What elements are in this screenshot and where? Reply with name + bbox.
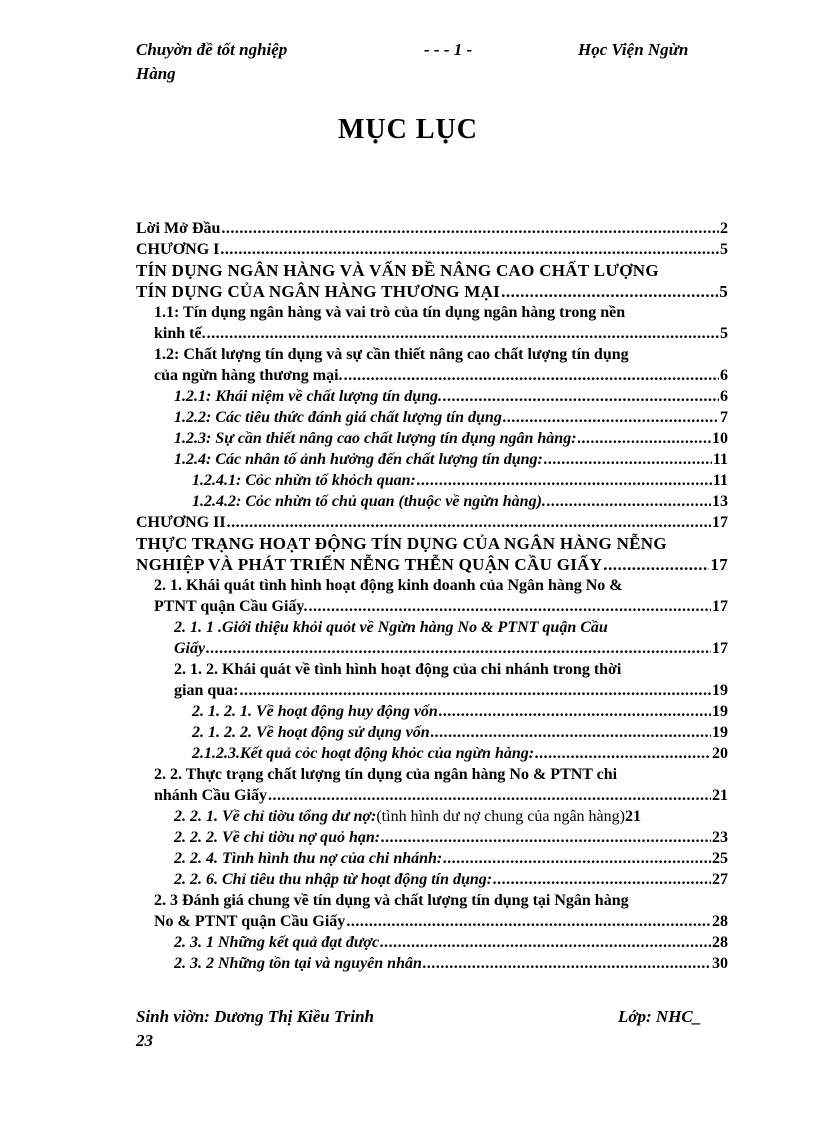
toc-entry-section[interactable]: 1.2: Chất lượng tín dụng và sự cần thiết nâng cao chất lượng tín dụng của ngừn hàng thương mại. ..... 6 bbox=[136, 344, 728, 386]
toc-page: 11 bbox=[712, 472, 728, 489]
toc-page: 19 bbox=[712, 703, 728, 720]
toc-page: 10 bbox=[712, 430, 728, 447]
toc-page: 17 bbox=[712, 640, 728, 657]
toc-entry-subsection[interactable]: 1.2.1: Khái niệm về chất lượng tín dụng. ..... 6 bbox=[136, 386, 728, 407]
toc-page: 28 bbox=[712, 913, 728, 930]
toc-page: 17 bbox=[712, 514, 728, 531]
toc-page: 5 bbox=[720, 325, 728, 342]
toc-page: 17 bbox=[710, 555, 728, 574]
toc-page: 27 bbox=[712, 871, 728, 888]
toc-entry-subsubsection[interactable]: 2.1.2.3.Kết quả cỏc hoạt động khỏc của ngừn hàng: ..... 20 bbox=[136, 743, 728, 764]
toc-entry-section[interactable]: 2. 1. Khái quát tình hình hoạt động kinh doanh của Ngân hàng No & PTNT quận Cầu Giấy. ..... 17 bbox=[136, 575, 728, 617]
toc-entry-subsection[interactable]: 1.2.3: Sự cần thiết nâng cao chất lượng tín dụng ngân hàng: ..... 10 bbox=[136, 428, 728, 449]
toc-page: 28 bbox=[712, 934, 728, 951]
toc-page: 6 bbox=[720, 388, 728, 405]
header-right: Học Viện Ngừn bbox=[578, 40, 689, 59]
toc-entry-chapter-title[interactable]: THỰC TRẠNG HOẠT ĐỘNG TÍN DỤNG CỦA NGÂN HÀNG NỄNG NGHIỆP VÀ PHÁT TRIỂN NỄNG THỄN QUẬN CẦU GIẤY ..... 17 bbox=[136, 533, 728, 575]
toc-entry-subsection[interactable]: 2. 2. 4. Tình hình thu nợ của chi nhánh: ..... 25 bbox=[136, 848, 728, 869]
toc-page: 25 bbox=[712, 850, 728, 867]
toc-page: 17 bbox=[712, 598, 728, 615]
page-footer bbox=[136, 1005, 716, 1053]
toc-entry-subsection[interactable]: 2. 2. 1. Về chỉ tiờu tổng dư nợ: (tình hình dư nợ chung của ngân hàng) 21 bbox=[174, 808, 641, 825]
toc-entry-subsubsection[interactable]: 1.2.4.1: Cỏc nhừn tố khỏch quan: ..... 11 bbox=[136, 470, 728, 491]
toc-entry-subsection[interactable]: 1.2.2: Các tiêu thức đánh giá chất lượng tín dụng ..... 7 bbox=[136, 407, 728, 428]
toc-page: 30 bbox=[712, 955, 728, 972]
page-title: MỤC LỤC bbox=[338, 114, 478, 145]
toc-page: 20 bbox=[712, 745, 728, 762]
header-left: Chuyờn đề tốt nghiệp bbox=[136, 40, 288, 59]
toc-entry-subsection[interactable]: 2. 2. 6. Chỉ tiêu thu nhập từ hoạt động tín dụng: ..... 27 bbox=[136, 869, 728, 890]
toc-entry-subsection[interactable]: 2. 3. 2 Những tồn tại và nguyên nhân ..... 30 bbox=[136, 953, 728, 974]
toc-entry-subsubsection[interactable]: 2. 1. 2. 2. Về hoạt động sử dụng vốn ..... 19 bbox=[136, 722, 728, 743]
page-number: - - - 1 - bbox=[424, 40, 473, 59]
toc-entry-subsubsection[interactable]: 2. 1. 2. 1. Về hoạt động huy động vốn ..... 19 bbox=[136, 701, 728, 722]
footer-class: Lớp: NHC_ bbox=[618, 1007, 702, 1026]
toc-page: 5 bbox=[719, 282, 728, 301]
toc-entry-subsection[interactable]: 2. 3. 1 Những kết quả đạt được ..... 28 bbox=[136, 932, 728, 953]
toc-entry-section[interactable]: 2. 2. Thực trạng chất lượng tín dụng của ngân hàng No & PTNT chi nhánh Cầu Giấy ..... 21 bbox=[136, 764, 728, 806]
toc-page: 13 bbox=[712, 493, 728, 510]
toc-entry-subsubsection[interactable]: 1.2.4.2: Cỏc nhừn tố chủ quan (thuộc về ngừn hàng). ..... 13 bbox=[136, 491, 728, 512]
toc-entry-section[interactable]: 2. 3 Đánh giá chung về tín dụng và chất lượng tín dụng tại Ngân hàng No & PTNT quận Cầu Giấy ..... 28 bbox=[136, 890, 728, 932]
toc-entry-chapter-title[interactable]: TÍN DỤNG NGÂN HÀNG VÀ VẤN ĐỀ NÂNG CAO CHẤT LƯỢNG TÍN DỤNG CỦA NGÂN HÀNG THƯƠNG MẠI ..... 5 bbox=[136, 260, 728, 302]
header-left-continued: Hàng bbox=[136, 64, 176, 83]
toc-page: 7 bbox=[720, 409, 728, 426]
toc-page: 11 bbox=[712, 451, 728, 468]
toc-page: 21 bbox=[712, 787, 728, 804]
toc-entry-subsection[interactable]: 2. 1. 1 .Giới thiệu khỏi quỏt về Ngừn hàng No & PTNT quận Cầu Giấy ..... 17 bbox=[136, 617, 728, 659]
toc-entry-subsection[interactable]: 2. 2. 2. Về chỉ tiờu nợ quỏ hạn: ..... 23 bbox=[136, 827, 728, 848]
toc-entry-chapter[interactable]: CHƯƠNG I ..... 5 bbox=[136, 239, 728, 260]
page-header bbox=[136, 38, 716, 86]
toc-page: 2 bbox=[720, 220, 728, 237]
table-of-contents bbox=[136, 218, 728, 974]
footer-student: Sinh viờn: Dương Thị Kiều Trinh bbox=[136, 1007, 375, 1026]
toc-entry-chapter[interactable]: CHƯƠNG II ..... 17 bbox=[136, 512, 728, 533]
footer-student-continued: 23 bbox=[136, 1031, 153, 1050]
toc-page: 23 bbox=[712, 829, 728, 846]
toc-entry-subsection[interactable]: 2. 1. 2. Khái quát về tình hình hoạt động của chi nhánh trong thời gian qua: ..... 19 bbox=[136, 659, 728, 701]
toc-entry-subsection[interactable]: 1.2.4: Các nhân tố ảnh hưởng đến chất lượng tín dụng: ..... 11 bbox=[136, 449, 728, 470]
toc-entry[interactable]: Lời Mở Đầu ..... 2 bbox=[136, 218, 728, 239]
toc-page: 6 bbox=[720, 367, 728, 384]
toc-page: 5 bbox=[720, 241, 728, 258]
toc-page: 19 bbox=[712, 724, 728, 741]
toc-page: 21 bbox=[624, 808, 641, 825]
toc-entry-section[interactable]: 1.1: Tín dụng ngân hàng và vai trò của tín dụng ngân hàng trong nền kinh tế. ..... 5 bbox=[136, 302, 728, 344]
toc-page: 19 bbox=[712, 682, 728, 699]
